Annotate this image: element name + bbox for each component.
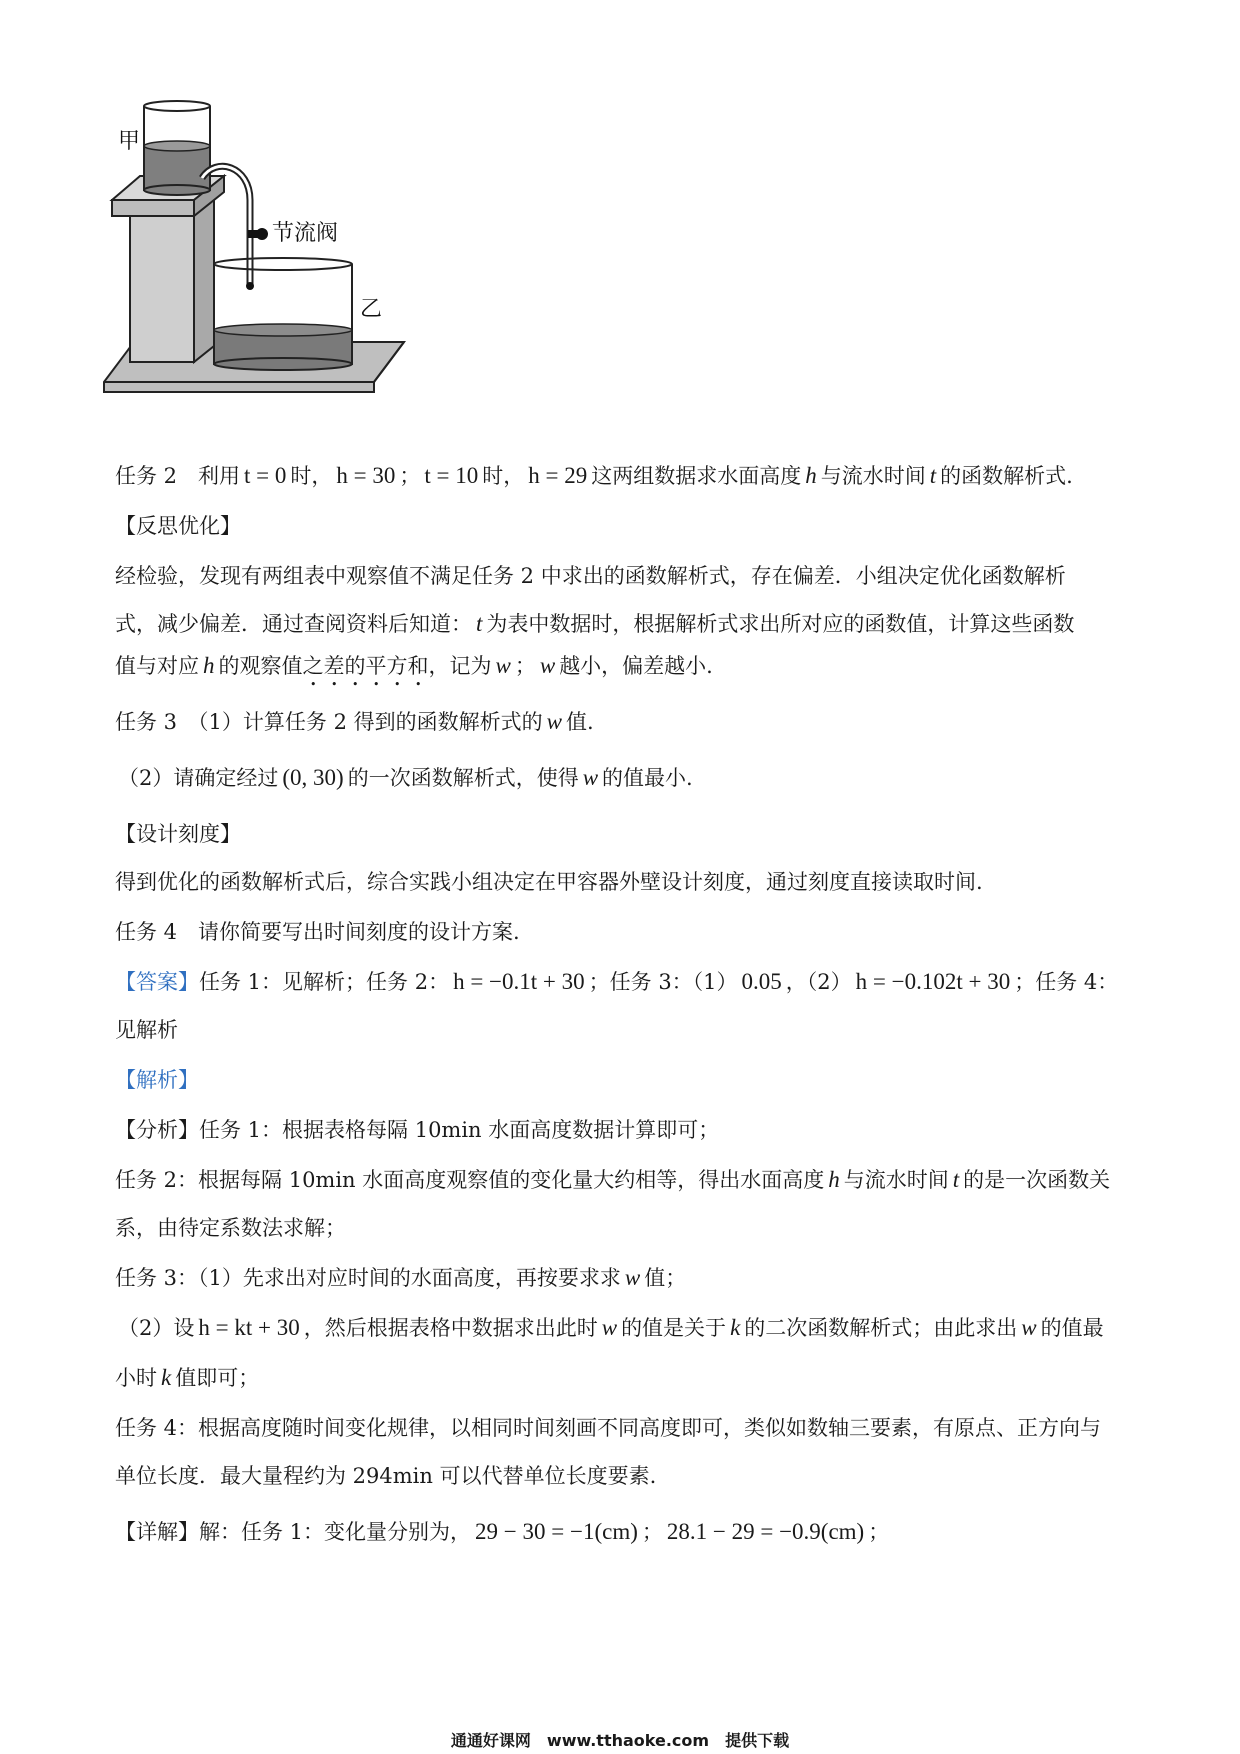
var: h [828,1167,840,1192]
text: 任务 1：根据表格每隔 10min 水面高度数据计算即可； [199,1118,720,1142]
answer-tag: 【答案】 [115,970,199,994]
label-yi: 乙 [360,297,383,322]
text: 任务 3：（1）先求出对应时间的水面高度，再按要求求 [115,1266,621,1290]
formula: h = −0.102t + 30 [855,969,1011,994]
var: h [203,653,215,678]
stand-front [130,212,194,362]
shelf-front [112,200,194,216]
var: k [161,1365,172,1390]
formula: h = 29 [528,463,588,488]
apparatus-figure [100,100,440,440]
var: w [495,653,511,678]
text: 任务 2 利用 [115,464,241,488]
text: （2）请确定经过 [118,766,279,790]
text: ；任务 4： [1014,970,1119,994]
reflect-line-1: 经检验，发现有两组表中观察值不满足任务 2 中求出的函数解析式，存在偏差．小组决定优化函数解析 [115,564,1066,588]
formula: 29 − 30 = −1(cm) [475,1519,638,1544]
text: 式，减少偏差．通过查阅资料后知道： [115,612,472,636]
text: 时， [290,464,333,488]
formula: 0.05 [741,969,782,994]
text: 的值最小. [602,766,693,790]
reflect-heading: 【反思优化】 [115,514,241,538]
container-jia [144,101,210,111]
analysis-line-1 [115,1114,1130,1146]
analysis-line-4 [115,1262,1130,1294]
var: t [952,1167,960,1192]
var: t [476,611,483,636]
text: 解：任务 1：变化量分别为， [199,1520,472,1544]
reflect-line-2 [115,608,1130,640]
text: （2）设 [118,1316,195,1340]
text: ； [514,654,536,678]
text: ，（2） [785,970,852,994]
formula: 28.1 − 29 = −0.9(cm) [666,1519,865,1544]
analysis-line-5 [118,1312,1133,1344]
text: 【详解】 [115,1520,199,1544]
var: w [539,653,556,678]
text: 的观察值 [218,654,303,678]
text: ； [868,1520,890,1544]
text: 的是一次函数关 [963,1168,1111,1192]
container-yi [214,258,352,270]
page-footer: 通通好课网 www.tthaoke.com 提供下载 [450,1731,790,1750]
text: 小时 [115,1366,157,1390]
var: w [546,709,562,734]
var: k [730,1315,741,1340]
reflect-line-3 [115,650,1130,691]
text: 的二次函数解析式；由此求出 [744,1316,1018,1340]
var: w [601,1315,618,1340]
text: 为表中数据时，根据解析式求出所对应的函数值，计算这些函数 [486,612,1075,636]
text: ，记为 [428,654,492,678]
text: 任务 2：根据每隔 10min 水面高度观察值的变化量大约相等，得出水面高度 [115,1168,825,1192]
label-valve: 节流阀 [272,221,339,246]
var: w [1021,1315,1037,1340]
analysis-line-3: 系，由待定系数法求解； [115,1216,346,1240]
formula: t = 10 [424,463,479,488]
text: 越小，偏差越小. [559,654,713,678]
var: h [805,463,817,488]
answer-line-2: 见解析 [115,1018,178,1042]
text: 值. [565,710,594,734]
apparatus-diagram [100,100,440,440]
formula: h = 30 [336,463,396,488]
text: 与流水时间 [820,464,926,488]
analysis-line-2 [115,1164,1130,1196]
analysis-line-8: 单位长度．最大量程约为 294min 可以代替单位长度要素. [115,1464,657,1488]
text: 的一次函数解析式，使得 [347,766,579,790]
text: 的函数解析式. [940,464,1073,488]
text: ； [641,1520,663,1544]
var: w [624,1265,641,1290]
text: ，然后根据表格中数据求出此时 [303,1316,598,1340]
label-jia: 甲 [118,129,141,154]
text: 值； [644,1266,687,1290]
formula: (0, 30) [282,765,344,790]
text: 的值最 [1040,1316,1104,1340]
emphasis-text: 之差的平方和 [302,654,429,678]
stand-side [194,192,214,362]
container-jia-water [144,146,210,190]
answer-line-1 [115,966,1130,998]
text: 任务 1：见解析；任务 2： [199,970,450,994]
var: t [929,463,937,488]
text: 值与对应 [115,654,199,678]
text: 任务 3 （1）计算任务 2 得到的函数解析式的 [115,710,543,734]
text: 的值是关于 [621,1316,727,1340]
task2-line [115,460,1130,492]
detail-line-1 [115,1516,1130,1548]
text: 值即可； [175,1366,260,1390]
task3-line-2 [118,762,1133,794]
analysis-line-6 [115,1362,1130,1394]
analysis-tag: 【解析】 [115,1068,199,1092]
formula: h = kt + 30 [198,1315,300,1340]
task4-line: 任务 4 请你简要写出时间刻度的设计方案. [115,920,520,944]
var: w [582,765,599,790]
text: ；任务 3：（1） [588,970,738,994]
analysis-line-7: 任务 4：根据高度随时间变化规律，以相同时间刻画不同高度即可，类似如数轴三要素，有原点、正方向与 [115,1416,1102,1440]
text: 【分析】 [115,1118,199,1142]
text: ； [399,464,421,488]
text: 时， [482,464,525,488]
text: 与流水时间 [843,1168,949,1192]
text: 这两组数据求水面高度 [591,464,802,488]
design-line-1: 得到优化的函数解析式后，综合实践小组决定在甲容器外壁设计刻度，通过刻度直接读取时间. [115,870,983,894]
formula: h = −0.1t + 30 [453,969,585,994]
formula: t = 0 [244,463,287,488]
task3-line-1 [115,706,1130,738]
design-heading: 【设计刻度】 [115,822,241,846]
